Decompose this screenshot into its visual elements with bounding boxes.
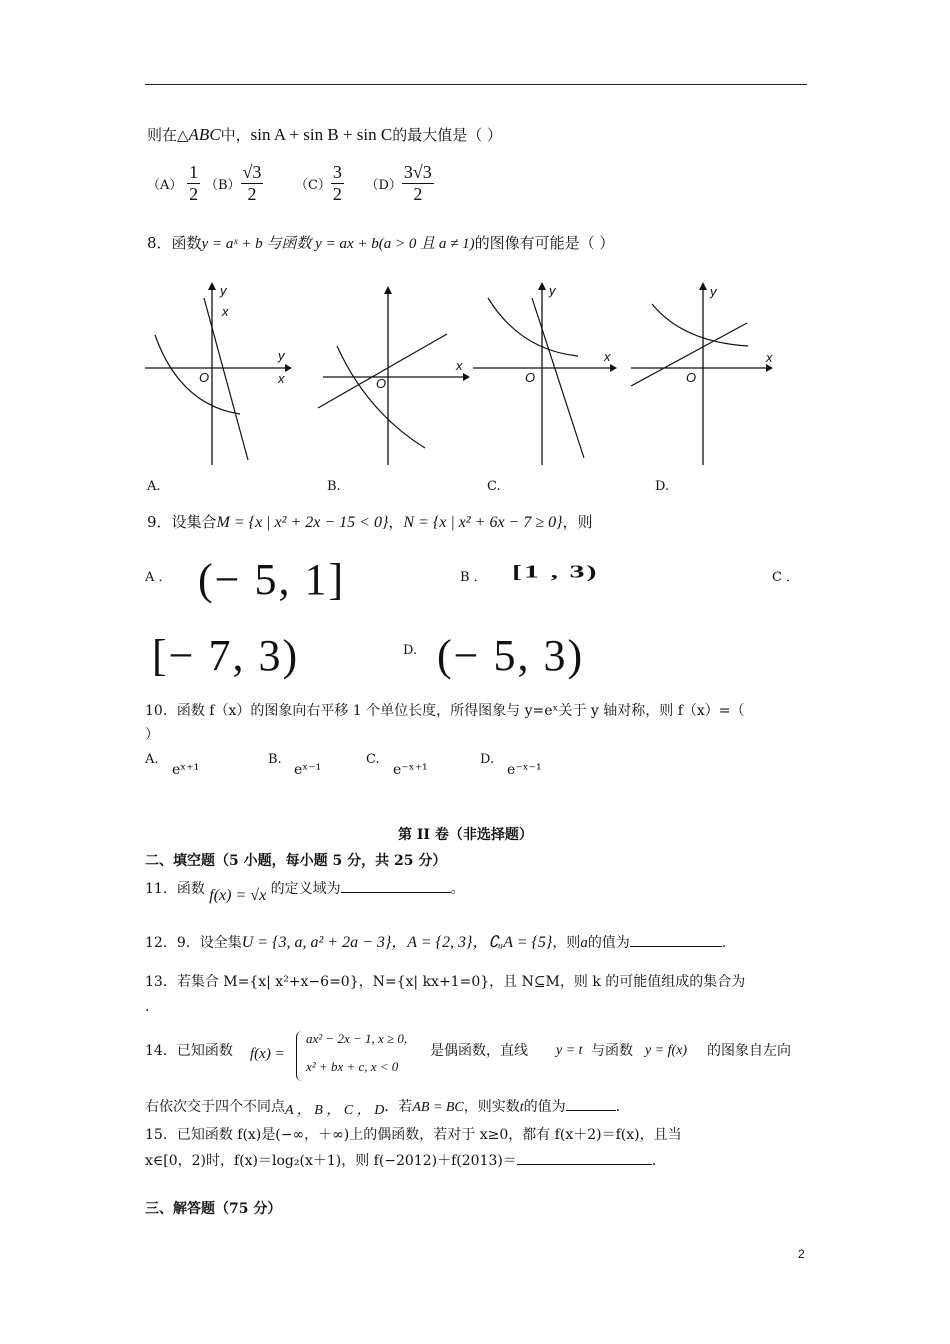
q14-points: A ， B ， C ， D	[285, 1103, 385, 1118]
q11-end: 。	[450, 881, 465, 897]
q12-expression: U = {3, a, a² + 2a − 3}，A = {2, 3}，∁ᵤA = {5}	[241, 934, 553, 951]
y-label: y	[220, 283, 227, 298]
x-label: x	[456, 358, 463, 373]
q10-option-a-value: eˣ⁺¹	[172, 762, 200, 778]
origin-label: O	[199, 370, 210, 385]
q8-option-c-label: C.	[487, 479, 501, 494]
q15-stem-line1: 15．已知函数 f(x)是(−∞，＋∞)上的偶函数，若对于 x≥0，都有 f(x＋2)＝f(x)，且当	[145, 1127, 682, 1143]
q11	[145, 878, 465, 904]
q12-prefix: 12．9．设全集	[145, 935, 242, 951]
header-rule	[145, 84, 807, 85]
x-axis-arrow-icon	[766, 364, 773, 372]
q9-option-b-value: [1 , 3)	[512, 562, 599, 582]
q12-suffix: ，则	[552, 935, 581, 951]
q14-mid1: 是偶函数，直线	[430, 1043, 528, 1059]
q14-fx: f(x) =	[250, 1046, 285, 1062]
q14-answer-blank[interactable]	[566, 1110, 616, 1111]
exponential-curve	[337, 346, 425, 448]
q9-option-d-label: D.	[403, 643, 418, 658]
q12-end: .	[721, 935, 727, 951]
q12-variable: a	[580, 935, 588, 951]
q14-variable: t	[519, 1100, 524, 1115]
x-label: x	[766, 350, 773, 365]
q7-option-c-label: （C）	[294, 178, 331, 193]
x-axis-arrow-icon	[463, 373, 470, 381]
q8-graph-c	[470, 280, 630, 470]
fill-in-section-heading: 二、填空题（5 小题，每小题 5 分，共 25 分）	[145, 853, 447, 869]
q7-option-b-label: （B）	[204, 178, 241, 193]
linear-line	[204, 298, 248, 460]
q10-stem-line1: 10．函数 f（x）的图象向右平移 1 个单位长度，所得图象与 y=eˣ关于 y 轴对称，则 f（x）=（	[145, 703, 745, 719]
x-label: x	[278, 371, 285, 386]
q11-prefix: 11．函数	[145, 881, 205, 897]
y-axis-arrow-icon	[538, 282, 546, 290]
q14-prefix: 14．已知函数	[145, 1043, 233, 1059]
q15-answer-blank[interactable]	[517, 1164, 652, 1165]
q13-stem-line2: .	[145, 999, 150, 1015]
q14-func: y = f(x)	[645, 1043, 688, 1058]
q9-set-m: M = {x | x² + 2x − 15 < 0}	[216, 514, 389, 531]
exponential-curve	[652, 304, 748, 346]
linear-line	[532, 298, 584, 458]
q7-option-d-label: （D）	[365, 178, 402, 193]
q7-stem-prefix: 则在△	[147, 126, 189, 144]
q10-option-d-label: D.	[480, 752, 495, 767]
q7-triangle: ABC	[188, 125, 221, 144]
q14-line2-suffix: 的值为	[523, 1099, 566, 1115]
q10-option-a-label: A.	[145, 752, 159, 767]
y-axis-arrow-icon	[384, 286, 392, 294]
q8-graph-a	[140, 280, 300, 470]
q10-option-d-value: e⁻ˣ⁻¹	[507, 762, 542, 778]
q8-option-a-label: A.	[147, 479, 161, 494]
page-number: 2	[798, 1247, 805, 1261]
q8-option-b-label: B.	[327, 479, 341, 494]
q10-option-b-label: B.	[268, 752, 282, 767]
q14-line2-prefix: 右依次交于四个不同点	[145, 1099, 285, 1115]
q14-case2: x² + bx + c, x < 0	[306, 1059, 399, 1074]
q8-stem-suffix: 的图像有可能是（ ）	[474, 234, 615, 252]
answer-section-heading: 三、解答题（75 分）	[145, 1201, 282, 1217]
q9-stem-prefix: 9．设集合	[147, 513, 217, 531]
q10-option-b-value: eˣ⁻¹	[294, 762, 322, 778]
q9-stem-suffix: ，则	[562, 513, 593, 531]
q11-expression: f(x) = √x	[209, 887, 267, 904]
origin-label: O	[686, 370, 697, 385]
q15-stem-line2: x∈[0，2)时，f(x)＝log₂(x＋1)，则 f(−2012)＋f(2013)＝	[145, 1153, 517, 1169]
q10-option-c-label: C.	[366, 752, 380, 767]
q13-stem-line1: 13．若集合 M={x| x²+x−6=0}，N={x| kx+1=0}，且 N⊆M，则 k 的可能值组成的集合为	[145, 974, 746, 990]
y-label: y	[549, 283, 556, 298]
q11-answer-blank[interactable]	[341, 892, 451, 893]
q8-option-d-label: D.	[655, 479, 670, 494]
q14-case1: ax² − 2x − 1, x ≥ 0,	[306, 1031, 408, 1046]
q7-stem-suffix: 的最大值是（ ）	[392, 126, 502, 144]
q8-graph-d	[628, 280, 788, 470]
exponential-curve	[488, 298, 578, 356]
q8-graph-b	[315, 280, 475, 470]
q7-stem	[147, 124, 502, 145]
q8-stem	[147, 232, 614, 253]
q14-suffix: 的图象自左向	[707, 1043, 791, 1059]
y-label: y	[710, 284, 717, 299]
q9-option-a-label: A ．	[145, 570, 172, 585]
q9-option-b-label: B ．	[460, 570, 487, 585]
q7-option-d-value: $\frac{3√3}{2}$	[403, 162, 432, 204]
q14-case-brace	[296, 1031, 305, 1081]
origin-label: O	[525, 370, 536, 385]
q8-stem-prefix: 8．函数	[147, 234, 202, 252]
x-axis-arrow-icon	[285, 364, 292, 372]
q14-end: .	[615, 1099, 621, 1115]
q15-end: .	[651, 1153, 657, 1169]
q9-set-n: N = {x | x² + 6x − 7 ≥ 0}	[403, 514, 563, 531]
exponential-curve	[155, 335, 240, 414]
q7-stem-mid: 中，	[220, 126, 251, 144]
q14-line2	[145, 1096, 620, 1116]
linear-line	[318, 334, 447, 408]
q9-separator: ，	[388, 513, 404, 531]
q12	[145, 929, 726, 952]
q9-option-d-value: (− 5, 3)	[437, 631, 585, 680]
q14-line2-mid2: ，则实数	[463, 1099, 520, 1115]
q11-suffix: 的定义域为	[270, 881, 341, 897]
q14-line-eq: y = t	[556, 1043, 583, 1058]
x-axis-arrow-icon	[610, 364, 617, 372]
x-label: x	[604, 349, 611, 364]
q7-option-a-label: （A）	[147, 178, 183, 193]
q14-mid2: 与函数	[591, 1043, 633, 1059]
x-label-stray: x	[222, 304, 229, 319]
q9-option-c-value: [− 7, 3)	[152, 631, 300, 680]
y-axis-arrow-icon	[699, 282, 707, 290]
q9-option-c-label: C ．	[772, 570, 800, 585]
q9-stem	[147, 511, 593, 532]
q10-stem-line2: ）	[145, 727, 159, 743]
q7-option-a-value: $\frac{1}{2}$	[189, 162, 199, 204]
q10-option-c-value: e⁻ˣ⁺¹	[393, 762, 428, 778]
part2-title: 第 II 卷（非选择题）	[398, 827, 533, 843]
q9-option-a-value: (− 5, 1]	[198, 555, 346, 604]
q8-expression: y = aˣ + b 与函数 y = ax + b(a > 0 且 a ≠ 1)	[201, 236, 475, 252]
q14-line2-mid: ．若	[384, 1099, 413, 1115]
y-label-stray: y	[278, 348, 285, 363]
q14-condition: AB = BC	[412, 1100, 464, 1115]
q7-expression: sin A + sin B + sin C	[250, 125, 393, 144]
y-axis-arrow-icon	[208, 282, 216, 290]
q12-answer-blank[interactable]	[630, 946, 722, 947]
q7-option-b-value: $\frac{√3}{2}$	[242, 162, 262, 204]
q12-suffix2: 的值为	[587, 935, 630, 951]
q7-options	[147, 162, 434, 205]
origin-label: O	[376, 376, 387, 391]
q15-line2	[145, 1150, 656, 1170]
q7-option-c-value: $\frac{3}{2}$	[332, 162, 342, 204]
